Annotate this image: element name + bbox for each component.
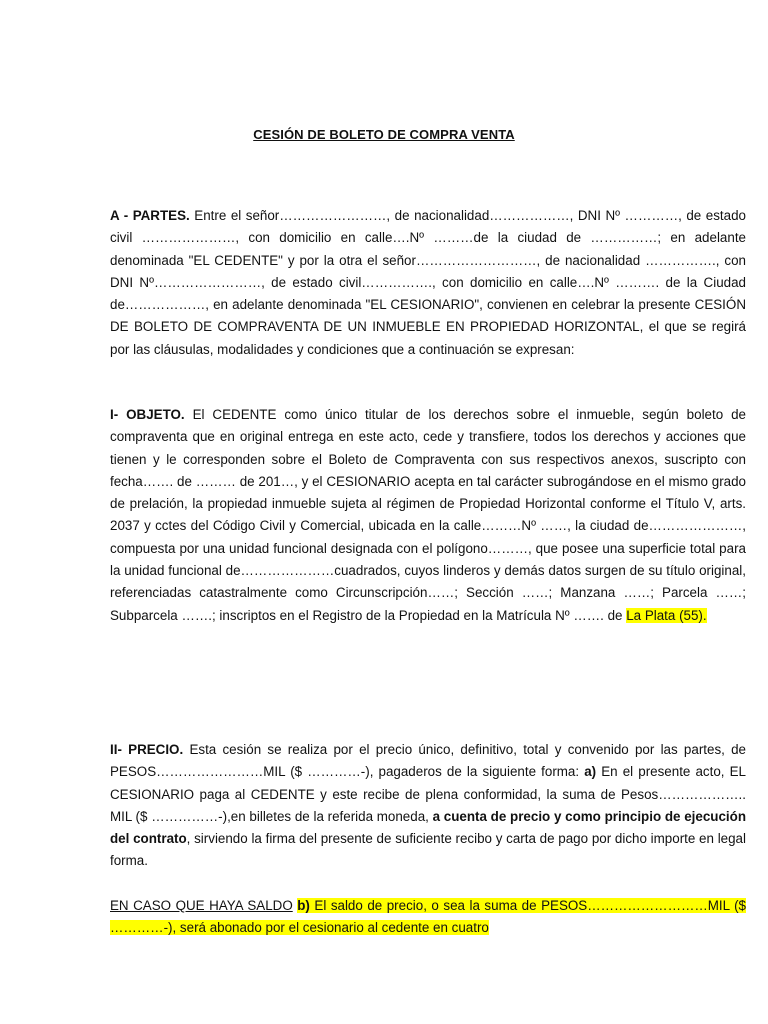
section-precio-heading: II- PRECIO. <box>110 742 184 757</box>
item-a-label: a) <box>584 764 597 780</box>
saldo-lead: EN CASO QUE HAYA SALDO <box>110 898 293 913</box>
section-precio <box>110 739 746 873</box>
section-precio-body-2: En el presente acto, EL CESIONARIO paga al CEDENTE y este recibe de plena conformidad, la suma de Pesos……………….. MIL ($ ……………-),en billetes de la referida moneda, <box>110 764 746 824</box>
highlighted-text: La Plata (55). <box>626 607 707 623</box>
section-partes <box>110 205 746 361</box>
section-partes-body: Entre el señor……………………, de nacionalidad………………, DNI Nº …………, de estado civil …………………, con domicilio en calle….Nº ………de la ciudad de ……………; en adelante denominada "EL CEDENTE" y por la otra el señor………………………, de nacionalidad ……………., con DNI Nº……………………, de estado civil……………., con domicilio en calle….Nº ………. de la Ciudad de………………, en adelante denominada "EL CESIONARIO", convienen en celebrar la presente CESIÓN DE BOLETO DE COMPRAVENTA DE UN INMUEBLE EN PROPIEDAD HORIZONTAL, el que se regirá por las cláusulas, modalidades y condiciones que a continuación se expresan: <box>110 208 746 357</box>
section-objeto <box>110 404 746 627</box>
saldo-body: El saldo de precio, o sea la suma de PESOS………………………MIL ($ …………-), será abonado por el cesionario al cedente en cuatro <box>110 898 746 936</box>
section-saldo <box>110 895 746 940</box>
section-partes-heading: A - PARTES. <box>110 208 190 223</box>
section-objeto-heading: I- OBJETO. <box>110 407 185 422</box>
section-precio-body-3: , sirviendo la firma del presente de suficiente recibo y carta de pago por dicho importe en legal forma. <box>110 831 746 869</box>
section-precio-body-1: Esta cesión se realiza por el precio único, definitivo, total y convenido por las partes, de PESOS……………………MIL ($ …………-), pagaderos de la siguiente forma: <box>110 742 746 780</box>
item-b-label: b) <box>297 898 310 913</box>
section-objeto-body: El CEDENTE como único titular de los derechos sobre el inmueble, según boleto de compraventa que en original entrega en este acto, cede y transfiere, todos los derechos y acciones que tienen y le corresponden sobre el Boleto de Compraventa con sus respectivos anexos, suscripto con fecha……. de ……… de 201…, y el CESIONARIO acepta en tal carácter subrogándose en el mismo grado de prelación, la propiedad inmueble sujeta al régimen de Propiedad Horizontal conforme el Título V, arts. 2037 y cctes del Código Civil y Comercial, ubicada en la calle………Nº ……, la ciudad de…………………, compuesta por una unidad funcional designada con el polígono………, que posee una superficie total para la unidad funcional de…………………cuadrados, cuyos linderos y demás datos surgen de su título original, referenciadas catastralmente como Circunscripción……; Sección ……; Manzana ……; Parcela ……; Subparcela …….; inscriptos en el Registro de la Propiedad en la Matrícula Nº ……. de <box>110 407 746 623</box>
bold-phrase: a cuenta de precio y como principio de ejecución del contrato <box>110 808 746 847</box>
document-title: CESIÓN DE BOLETO DE COMPRA VENTA <box>253 127 515 142</box>
